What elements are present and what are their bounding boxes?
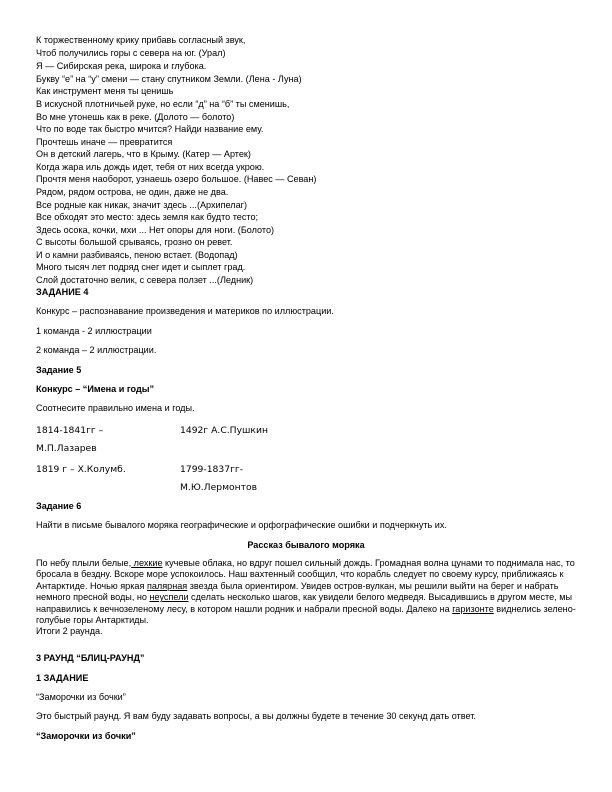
task5-contest: Конкурс – “Имена и годы” xyxy=(36,384,155,394)
round3-task1: 1 ЗАДАНИЕ xyxy=(36,673,89,683)
task6-title: Задание 6 xyxy=(36,501,82,511)
pair-text: 1492г А.С.Пушкин xyxy=(180,425,268,436)
task5-title: Задание 5 xyxy=(36,365,82,375)
riddle-line: С высоты большой срываясь, грозно он ревет. xyxy=(36,237,233,247)
round3-subtitle: “Заморочки из бочки” xyxy=(36,692,126,702)
riddle-line: Рядом, рядом острова, не один, даже не два. xyxy=(36,187,229,197)
riddle-line: И о камни разбиваясь, пеною встает. (Водопад) xyxy=(36,250,238,260)
pair-text: 1814-1841гг – xyxy=(36,425,104,436)
story-text: сделать несколько шагов, как увидели белого медведя. Высадившись в другом месте, мы направились к вечнозеленому лесу, в котором нашли родник и набрали пресной воды. Далеко на xyxy=(36,592,572,614)
task4-team1: 1 команда - 2 иллюстрации xyxy=(36,326,152,336)
pair-text: М.П.Лазарев xyxy=(36,443,97,454)
riddle-line: Я — Сибирская река, широка и глубока. xyxy=(36,61,207,71)
round3-subtitle-2: “Заморочки из бочки” xyxy=(36,731,136,741)
story-title: Рассказ бывалого моряка xyxy=(247,540,365,550)
task4-description: Конкурс – распознавание произведения и материков по иллюстрации. xyxy=(36,306,334,316)
riddle-line: Здесь осока, кочки, мхи ... Нет опоры для ноги. (Болото) xyxy=(36,225,275,235)
round3-description: Это быстрый раунд. Я вам буду задавать вопросы, а вы должны будете в течение 30 секунд дать ответ. xyxy=(36,711,476,721)
story-text: По небу плыли белые, xyxy=(36,558,132,568)
riddle-line: Что по воде так быстро мчится? Найди название ему. xyxy=(36,124,264,134)
riddle-line: Прочтя меня наоборот, узнаешь озеро большое. (Навес — Севан) xyxy=(36,174,317,184)
riddle-line: Все обходят это место: здесь земля как будто тесто; xyxy=(36,212,259,222)
story-error-word: лехкие xyxy=(131,558,163,568)
story-error-word: палярная xyxy=(146,580,188,591)
riddle-line: Много тысяч лет подряд снег идет и сыплет град. xyxy=(36,262,246,272)
riddle-line: Прочтешь иначе — превратится xyxy=(36,137,173,147)
riddle-line: В искусной плотничьей руке, но если “д” на “б” ты сменишь, xyxy=(36,99,290,109)
sailor-story xyxy=(36,558,581,638)
story-error-word: гаризонте xyxy=(452,603,494,614)
task5-instruction: Соотнесите правильно имена и годы. xyxy=(36,403,195,413)
riddle-line: Все родные как никак, значит здесь ...(Архипелаг) xyxy=(36,200,248,210)
story-text: виднелись зелено- голубые горы Антарктиды. xyxy=(36,603,576,626)
pair-text: 1799-1837гг- xyxy=(180,464,244,475)
story-text: кучевые облака, но вдруг пошел сильный дождь. Громадная волна цунами то поднимала нас, то бросала в бездну. Вскоре море успокоилось. Наш вахтенный сообщил, что корабль следует по своему курсу, приближаясь к Антарктиде. Ночью яркая xyxy=(36,558,575,591)
task4-title: ЗАДАНИЕ 4 xyxy=(36,287,89,297)
task6-instruction: Найти в письме бывалого моряка географические и орфографические ошибки и подчеркнуть их. xyxy=(36,520,447,530)
pair-text: 1819 г – Х.Колумб. xyxy=(36,464,126,475)
round3-title: 3 РАУНД “БЛИЦ-РАУНД” xyxy=(36,653,145,663)
riddle-line: Он в детский лагерь, что в Крыму. (Катер — Артек) xyxy=(36,149,251,159)
round2-result: Итоги 2 раунда. xyxy=(36,626,103,637)
riddle-line: Во мне утонешь как в реке. (Долото — болото) xyxy=(36,112,235,122)
riddle-line: Букву “е” на “у” смени — стану спутником Земли. (Лена - Луна) xyxy=(36,74,302,84)
story-error-word: неуспели xyxy=(149,592,189,603)
riddle-line: Как инструмент меня ты ценишь xyxy=(36,86,174,96)
story-text: звезда была ориентиром. Увидев остров-вулкан, мы решили выйти на берег и набрать немного пресной воды, но xyxy=(36,580,559,603)
pair-text: М.Ю.Лермонтов xyxy=(180,482,258,493)
riddle-line: Чтоб получились горы с севера на юг. (Урал) xyxy=(36,48,226,58)
riddle-line: Когда жара иль дождь идет, тебя от них всегда укрою. xyxy=(36,162,265,172)
riddle-line: К торжественному крику прибавь согласный звук, xyxy=(36,35,246,45)
task4-team2: 2 команда – 2 иллюстрации. xyxy=(36,345,157,355)
riddle-line: Слой достаточно велик, с севера ползет ...(Ледник) xyxy=(36,275,254,285)
